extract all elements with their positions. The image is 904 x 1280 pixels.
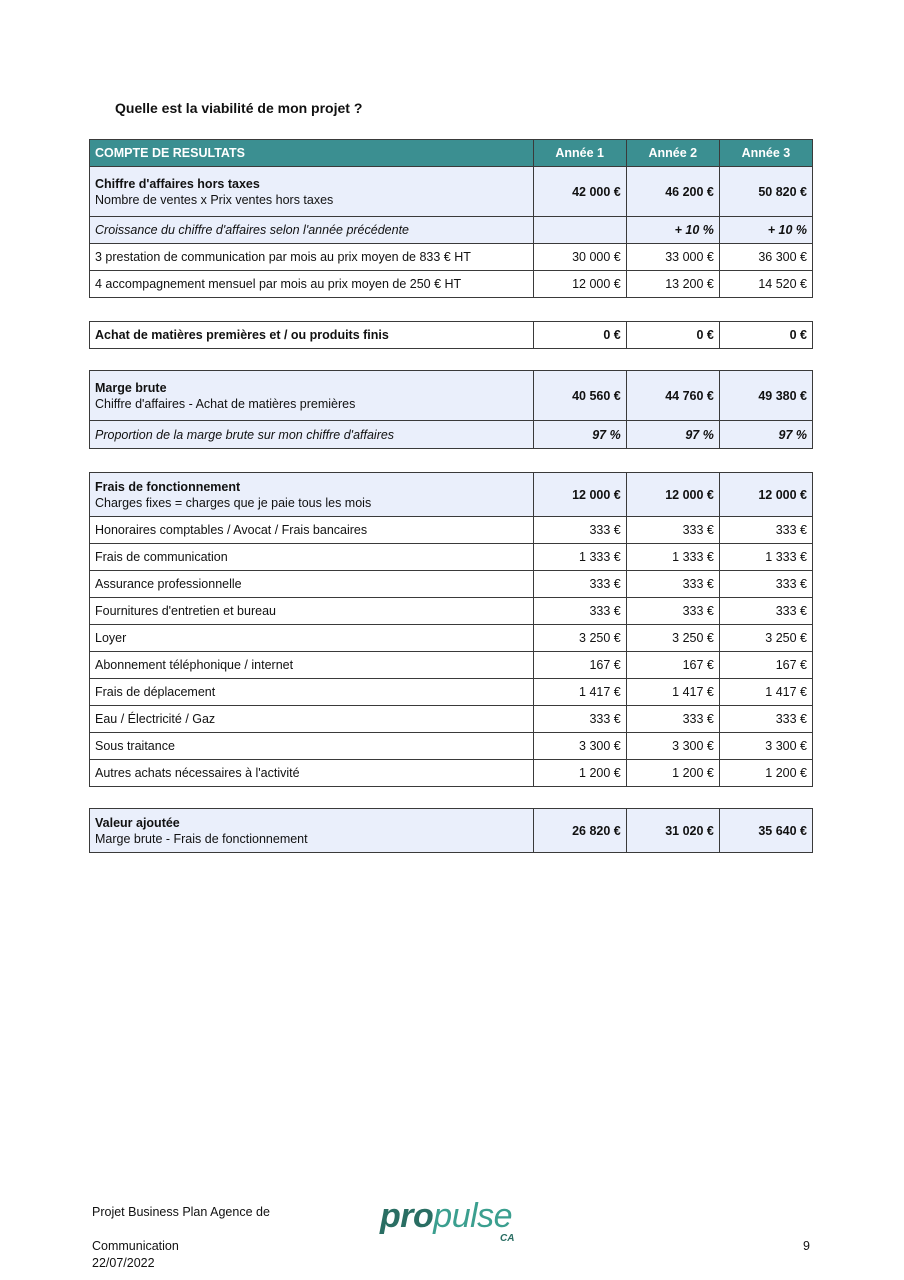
frais-row-value: 333 € xyxy=(626,517,719,544)
frais-row-label: Assurance professionnelle xyxy=(90,571,534,598)
frais-row-value: 333 € xyxy=(533,598,626,625)
ca-row-value: 12 000 € xyxy=(533,271,626,298)
ca-row-label: 4 accompagnement mensuel par mois au prix moyen de 250 € HT xyxy=(90,271,534,298)
ca-growth-1 xyxy=(533,217,626,244)
frais-label: Frais de fonctionnement xyxy=(95,479,241,494)
table-row xyxy=(90,652,813,679)
ca-value-3: 50 820 € xyxy=(719,167,812,217)
va-label-cell xyxy=(90,809,534,853)
frais-row-value: 167 € xyxy=(719,652,812,679)
table-header-row xyxy=(90,140,813,167)
frais-value-2: 12 000 € xyxy=(626,473,719,517)
frais-sub: Charges fixes = charges que je paie tous les mois xyxy=(95,495,372,510)
table-row xyxy=(90,625,813,652)
va-value-1: 26 820 € xyxy=(533,809,626,853)
ca-row-label: 3 prestation de communication par mois au prix moyen de 833 € HT xyxy=(90,244,534,271)
logo-pulse: pulse xyxy=(433,1197,513,1235)
frais-row-label: Frais de communication xyxy=(90,544,534,571)
header-year-2: Année 2 xyxy=(626,140,719,167)
frais-row-value: 1 200 € xyxy=(533,760,626,787)
ca-row-value: 13 200 € xyxy=(626,271,719,298)
table-row xyxy=(90,544,813,571)
frais-label-cell xyxy=(90,473,534,517)
ca-sub: Nombre de ventes x Prix ventes hors taxes xyxy=(95,192,334,207)
marge-value-2: 44 760 € xyxy=(626,371,719,421)
frais-row-value: 333 € xyxy=(533,517,626,544)
achat-table xyxy=(89,321,813,349)
frais-row-label: Frais de déplacement xyxy=(90,679,534,706)
marge-sub: Chiffre d'affaires - Achat de matières premières xyxy=(95,396,356,411)
frais-row-value: 333 € xyxy=(626,706,719,733)
marge-main-row xyxy=(90,371,813,421)
frais-row-value: 333 € xyxy=(626,571,719,598)
frais-rows xyxy=(90,517,813,787)
table-row xyxy=(90,571,813,598)
ca-row-value: 30 000 € xyxy=(533,244,626,271)
frais-row-value: 1 417 € xyxy=(719,679,812,706)
page-number: 9 xyxy=(803,1239,810,1253)
frais-row-value: 1 333 € xyxy=(626,544,719,571)
ca-row-value: 33 000 € xyxy=(626,244,719,271)
marge-prop-label: Proportion de la marge brute sur mon chiffre d'affaires xyxy=(90,421,534,449)
logo-wordmark xyxy=(380,1197,512,1235)
propulse-logo xyxy=(380,1197,515,1244)
table-row xyxy=(90,706,813,733)
ca-growth-3: + 10 % xyxy=(719,217,812,244)
marge-table xyxy=(89,370,813,449)
footer-line-2: Communication xyxy=(92,1239,179,1253)
frais-row-value: 333 € xyxy=(719,571,812,598)
frais-row-value: 333 € xyxy=(719,706,812,733)
achat-row xyxy=(90,322,813,349)
table-row xyxy=(90,598,813,625)
table-row xyxy=(90,244,813,271)
frais-row-label: Loyer xyxy=(90,625,534,652)
frais-row-value: 3 300 € xyxy=(719,733,812,760)
table-row xyxy=(90,760,813,787)
va-row xyxy=(90,809,813,853)
frais-row-value: 1 333 € xyxy=(719,544,812,571)
ca-value-1: 42 000 € xyxy=(533,167,626,217)
achat-value-2: 0 € xyxy=(626,322,719,349)
achat-value-1: 0 € xyxy=(533,322,626,349)
ca-row-value: 36 300 € xyxy=(719,244,812,271)
logo-pro: pro xyxy=(380,1197,434,1235)
achat-value-3: 0 € xyxy=(719,322,812,349)
ca-table xyxy=(89,139,813,298)
footer-project-info xyxy=(92,1204,270,1272)
marge-label-cell xyxy=(90,371,534,421)
marge-value-1: 40 560 € xyxy=(533,371,626,421)
achat-label: Achat de matières premières et / ou produits finis xyxy=(90,322,534,349)
frais-row-value: 1 200 € xyxy=(719,760,812,787)
header-label: COMPTE DE RESULTATS xyxy=(90,140,534,167)
marge-label: Marge brute xyxy=(95,380,167,395)
ca-value-2: 46 200 € xyxy=(626,167,719,217)
frais-row-value: 333 € xyxy=(626,598,719,625)
va-sub: Marge brute - Frais de fonctionnement xyxy=(95,831,308,846)
ca-growth-row xyxy=(90,217,813,244)
frais-row-value: 167 € xyxy=(626,652,719,679)
frais-row-value: 333 € xyxy=(533,706,626,733)
footer-date: 22/07/2022 xyxy=(92,1256,155,1270)
va-table xyxy=(89,808,813,853)
frais-row-value: 3 250 € xyxy=(626,625,719,652)
frais-row-value: 1 200 € xyxy=(626,760,719,787)
frais-row-value: 1 333 € xyxy=(533,544,626,571)
ca-growth-2: + 10 % xyxy=(626,217,719,244)
frais-row-label: Eau / Électricité / Gaz xyxy=(90,706,534,733)
marge-prop-2: 97 % xyxy=(626,421,719,449)
frais-main-row xyxy=(90,473,813,517)
frais-row-value: 333 € xyxy=(533,571,626,598)
frais-table xyxy=(89,472,813,787)
table-row xyxy=(90,733,813,760)
frais-row-label: Abonnement téléphonique / internet xyxy=(90,652,534,679)
ca-row-value: 14 520 € xyxy=(719,271,812,298)
frais-row-value: 333 € xyxy=(719,517,812,544)
ca-growth-label: Croissance du chiffre d'affaires selon l'année précédente xyxy=(90,217,534,244)
frais-row-label: Autres achats nécessaires à l'activité xyxy=(90,760,534,787)
frais-row-value: 333 € xyxy=(719,598,812,625)
table-row xyxy=(90,679,813,706)
ca-label: Chiffre d'affaires hors taxes xyxy=(95,176,260,191)
marge-prop-3: 97 % xyxy=(719,421,812,449)
frais-row-value: 167 € xyxy=(533,652,626,679)
frais-row-label: Honoraires comptables / Avocat / Frais bancaires xyxy=(90,517,534,544)
frais-row-label: Fournitures d'entretien et bureau xyxy=(90,598,534,625)
frais-value-3: 12 000 € xyxy=(719,473,812,517)
footer-line-1: Projet Business Plan Agence de xyxy=(92,1205,270,1219)
marge-prop-1: 97 % xyxy=(533,421,626,449)
table-row xyxy=(90,271,813,298)
logo-ca: CA xyxy=(500,1233,515,1244)
marge-prop-row xyxy=(90,421,813,449)
frais-row-value: 3 300 € xyxy=(533,733,626,760)
va-value-3: 35 640 € xyxy=(719,809,812,853)
ca-main-row xyxy=(90,167,813,217)
header-year-1: Année 1 xyxy=(533,140,626,167)
frais-value-1: 12 000 € xyxy=(533,473,626,517)
frais-row-value: 3 250 € xyxy=(719,625,812,652)
frais-row-value: 1 417 € xyxy=(533,679,626,706)
header-year-3: Année 3 xyxy=(719,140,812,167)
page-title: Quelle est la viabilité de mon projet ? xyxy=(115,100,363,116)
va-label: Valeur ajoutée xyxy=(95,815,180,830)
frais-row-value: 1 417 € xyxy=(626,679,719,706)
frais-row-label: Sous traitance xyxy=(90,733,534,760)
va-value-2: 31 020 € xyxy=(626,809,719,853)
frais-row-value: 3 300 € xyxy=(626,733,719,760)
ca-label-cell xyxy=(90,167,534,217)
marge-value-3: 49 380 € xyxy=(719,371,812,421)
table-row xyxy=(90,517,813,544)
frais-row-value: 3 250 € xyxy=(533,625,626,652)
